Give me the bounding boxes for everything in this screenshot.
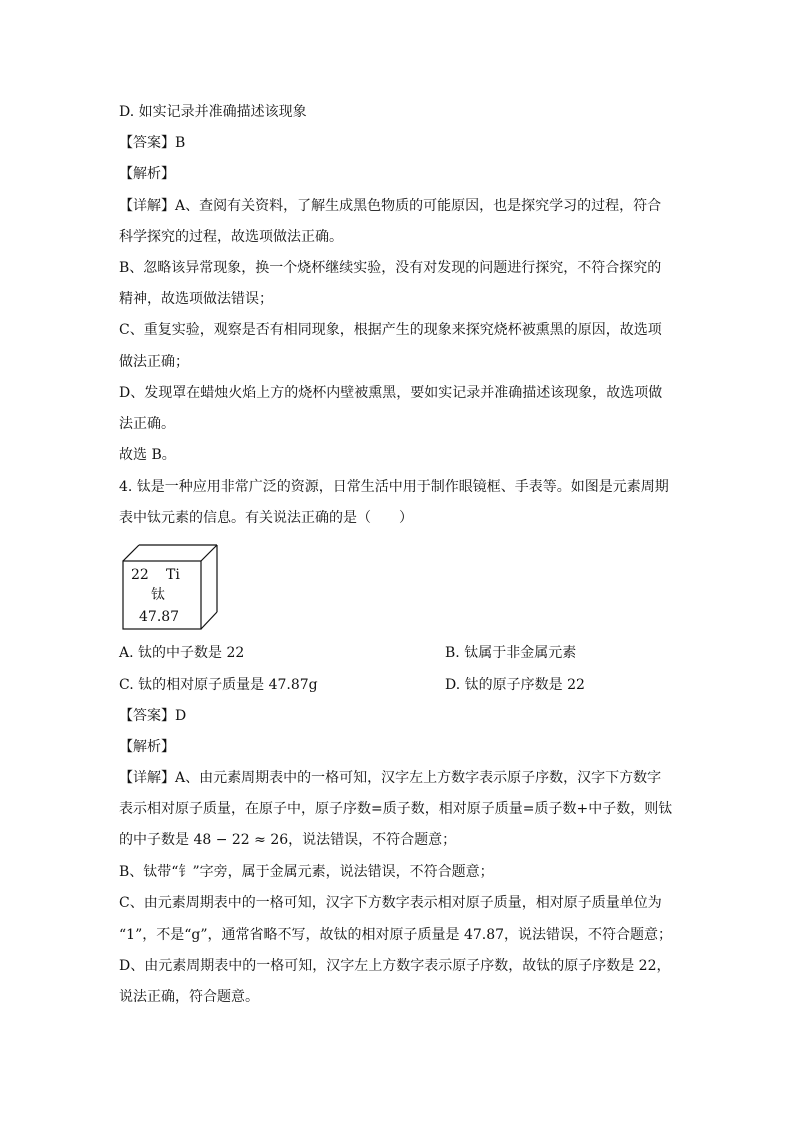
q4-option-c: C. 钛的相对原子质量是 47.87g <box>119 677 318 693</box>
q3-answer: 【答案】B <box>119 135 186 151</box>
q4-detail-line: C、由元素周期表中的一格可知，汉字下方数字表示相对原子质量，相对原子质量单位为 <box>119 895 662 911</box>
q4-option-d: D. 钛的原子序数是 22 <box>445 677 585 693</box>
q3-option-d: D. 如实记录并准确描述该现象 <box>119 104 307 120</box>
element-cell-figure <box>122 544 218 630</box>
q3-detail-line: C、重复实验，观察是否有相同现象，根据产生的现象来探究烧杯被熏黑的原因，故选项 <box>119 322 662 338</box>
element-atomic-mass: 47.87 <box>139 609 180 625</box>
q4-detail-line: D、由元素周期表中的一格可知，汉字左上方数字表示原子序数，故钛的原子序数是 22， <box>119 958 671 974</box>
q3-detail-line: 法正确。 <box>119 416 175 432</box>
q3-detail-line: B、忽略该异常现象，换一个烧杯继续实验，没有对发现的问题进行探究，不符合探究的 <box>119 260 662 276</box>
q3-detail-line: 科学探究的过程，故选项做法正确。 <box>119 229 343 245</box>
q4-detail-line: 表示相对原子质量，在原子中，原子序数=质子数，相对原子质量=质子数+中子数，则钛 <box>119 801 673 817</box>
q4-answer: 【答案】D <box>119 708 187 724</box>
q4-detail-line: “1”，不是“g”，通常省略不写，故钛的相对原子质量是 47.87，说法错误，不符合题意； <box>119 927 673 943</box>
element-atomic-number: 22 <box>131 567 149 583</box>
q4-stem: 4. 钛是一种应用非常广泛的资源，日常生活中用于制作眼镜框、手表等。如图是元素周期 <box>119 479 669 495</box>
q4-option-b: B. 钛属于非金属元素 <box>445 645 577 661</box>
element-symbol: Ti <box>166 567 180 583</box>
q4-detail-line: B、钛带“钅”字旁，属于金属元素，说法错误，不符合题意； <box>119 864 494 880</box>
q3-detail-line: 做法正确； <box>119 354 189 370</box>
q4-analysis-title: 【解析】 <box>119 739 175 755</box>
q3-analysis-title: 【解析】 <box>119 166 175 182</box>
q3-detail-line: 精神，故选项做法错误； <box>119 291 273 307</box>
q4-detail-line: 的中子数是 48 − 22 ≈ 26，说法错误，不符合题意； <box>119 832 457 848</box>
q3-detail-line: 【详解】A、查阅有关资料，了解生成黑色物质的可能原因，也是探究学习的过程，符合 <box>119 198 662 214</box>
q4-detail-line: 说法正确，符合题意。 <box>119 989 259 1005</box>
q3-conclusion: 故选 B。 <box>119 447 176 463</box>
q4-stem: 表中钛元素的信息。有关说法正确的是（ ） <box>119 510 413 526</box>
q4-detail-line: 【详解】A、由元素周期表中的一格可知，汉字左上方数字表示原子序数，汉字下方数字 <box>119 770 662 786</box>
element-name: 钛 <box>151 587 165 603</box>
q3-detail-line: D、发现罩在蜡烛火焰上方的烧杯内壁被熏黑，要如实记录并准确描述该现象，故选项做 <box>119 385 663 401</box>
q4-option-a: A. 钛的中子数是 22 <box>119 645 245 661</box>
